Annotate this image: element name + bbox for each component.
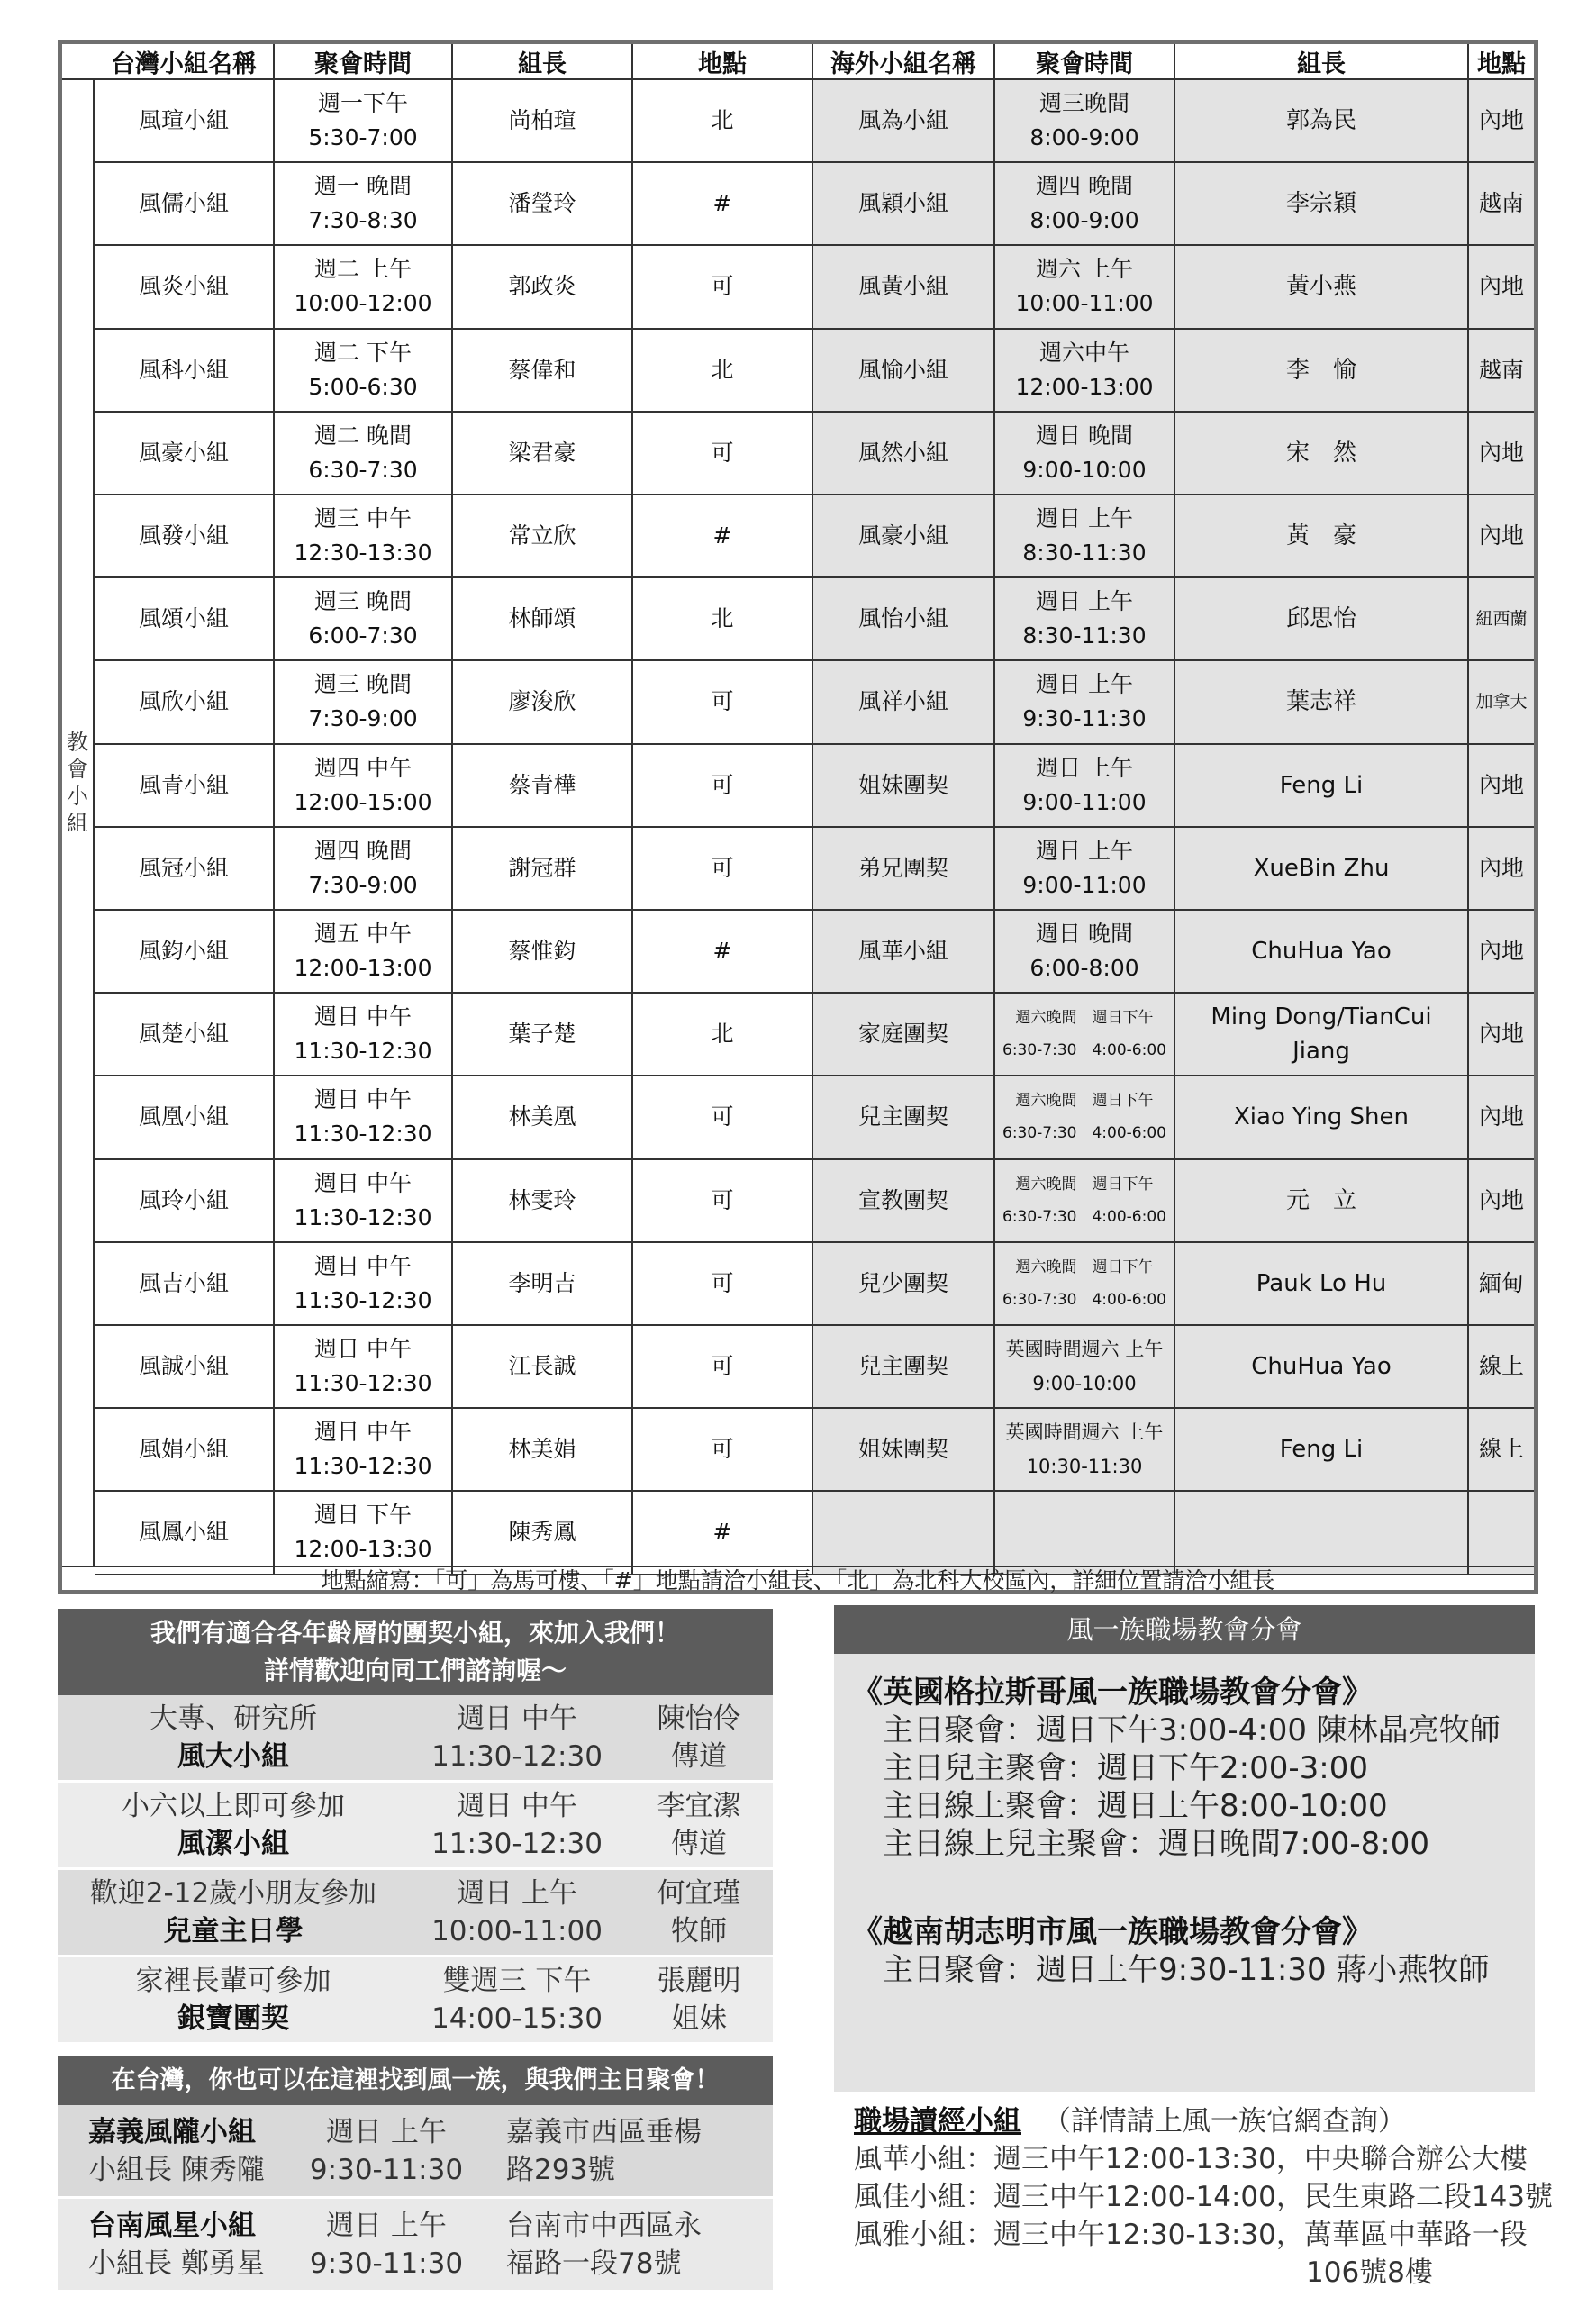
table-header-row: [62, 44, 1534, 80]
time-range: 5:30-7:00: [308, 124, 418, 151]
tw-location: 可: [633, 413, 813, 495]
table-row: [62, 828, 1534, 911]
time-day: 週二 上午: [314, 256, 412, 283]
tw-meeting-time: [275, 163, 453, 246]
group-time: 週日 中午 11:30-12:30: [431, 1702, 603, 1773]
tw-leader: 江長誠: [453, 1326, 633, 1409]
os-location: 內地: [1469, 413, 1534, 495]
header-tw-leader: 組長: [453, 44, 633, 78]
time-day: 週六晚間 週日下午: [1015, 1175, 1154, 1194]
os-meeting-time: [995, 80, 1175, 163]
tw-group-name: 風鳳小組: [95, 1492, 275, 1575]
table-row: [62, 1160, 1534, 1243]
os-leader: Pauk Lo Hu: [1175, 1243, 1469, 1326]
os-leader: 黃 豪: [1175, 495, 1469, 578]
time-range: 11:30-12:30: [294, 1453, 432, 1480]
tw-group-name: 風瑄小組: [95, 80, 275, 163]
time-range: 8:30-11:30: [1022, 540, 1147, 567]
time-day: 週六晚間 週日下午: [1015, 1009, 1154, 1028]
os-location: 內地: [1469, 1160, 1534, 1243]
groups-list: [58, 1695, 773, 2045]
os-location: [1469, 1492, 1534, 1575]
taiwan-group-address: 台南市中西區永 福路一段78號: [506, 2209, 702, 2280]
os-leader: Feng Li: [1175, 1409, 1469, 1492]
tw-leader: 潘瑩玲: [453, 163, 633, 246]
os-leader: 李宗穎: [1175, 163, 1469, 246]
os-location: 內地: [1469, 246, 1534, 329]
time-day: 週日 下午: [314, 1502, 412, 1529]
tw-meeting-time: [275, 1243, 453, 1326]
time-range: 10:00-12:00: [294, 290, 432, 317]
group-name: 風潔小組: [177, 1828, 289, 1860]
os-meeting-time: [995, 495, 1175, 578]
time-day: 週日 中午: [314, 1003, 412, 1030]
time-range: 7:30-9:00: [308, 705, 418, 732]
tw-group-name: 風凰小組: [95, 1076, 275, 1159]
table-row: [62, 1076, 1534, 1159]
table-row: [62, 413, 1534, 495]
time-day: 週四 中午: [314, 754, 412, 781]
tw-meeting-time: [275, 828, 453, 911]
tw-leader: 尚柏瑄: [453, 80, 633, 163]
time-range: 11:30-12:30: [294, 1370, 432, 1397]
time-range: 9:00-11:00: [1022, 788, 1147, 815]
group-schedule-table: [58, 40, 1538, 1594]
tw-location: 北: [633, 994, 813, 1076]
taiwan-box-title: 在台灣，你也可以在這裡找到風一族，與我們主日聚會！: [58, 2056, 773, 2105]
tw-meeting-time: [275, 1492, 453, 1575]
tw-location: 可: [633, 1243, 813, 1326]
os-group-name: 弟兄團契: [813, 828, 995, 911]
tw-meeting-time: [275, 246, 453, 329]
os-meeting-time: [995, 1409, 1175, 1492]
os-group-name: 風華小組: [813, 911, 995, 994]
header-tw-time: 聚會時間: [275, 44, 453, 78]
reading-line: 風佳小組：週三中午12:00-14:00，民生東路二段143號: [854, 2181, 1554, 2213]
tw-group-name: 風鈞小組: [95, 911, 275, 994]
time-day: 週二 晚間: [314, 422, 412, 449]
time-range: 11:30-12:30: [294, 1121, 432, 1148]
tw-location: #: [633, 911, 813, 994]
hcmc-line: 主日聚會：週日上午9:30-11:30 蔣小燕牧師: [883, 1952, 1490, 1988]
os-leader: ChuHua Yao: [1175, 911, 1469, 994]
group-list-item: [58, 1783, 773, 1870]
time-day: 週六 上午: [1036, 256, 1133, 283]
time-day: 週日 中午: [314, 1252, 412, 1279]
church-box-body: [834, 1654, 1535, 1989]
os-group-name: 風愉小組: [813, 330, 995, 413]
table-row: [62, 745, 1534, 828]
time-day: 週三晚間: [1038, 90, 1129, 117]
time-range: 11:30-12:30: [294, 1203, 432, 1230]
taiwan-group-item: [58, 2199, 773, 2292]
os-location: 越南: [1469, 163, 1534, 246]
os-leader: ChuHua Yao: [1175, 1326, 1469, 1409]
os-location: 內地: [1469, 495, 1534, 578]
tw-group-name: 風誠小組: [95, 1326, 275, 1409]
time-day: 週六晚間 週日下午: [1015, 1257, 1154, 1276]
tw-leader: 林美凰: [453, 1076, 633, 1159]
table-row: [62, 246, 1534, 329]
tw-group-name: 風頌小組: [95, 578, 275, 661]
os-leader: Feng Li: [1175, 745, 1469, 828]
time-range: 11:30-12:30: [294, 1038, 432, 1065]
os-leader: XueBin Zhu: [1175, 828, 1469, 911]
groups-box-title: 我們有適合各年齡層的團契小組，來加入我們！ 詳情歡迎向同工們諮詢喔～: [58, 1609, 773, 1695]
header-tw-name: 台灣小組名稱: [95, 44, 275, 78]
tw-leader: 葉子楚: [453, 994, 633, 1076]
group-time: 雙週三 下午 14:00-15:30: [431, 1965, 603, 2035]
tw-meeting-time: [275, 495, 453, 578]
os-group-name: 兒主團契: [813, 1076, 995, 1159]
tw-leader: 林師頌: [453, 578, 633, 661]
time-day: 週日 上午: [1036, 754, 1133, 781]
taiwan-group-name: 嘉義風隴小組 小組長 陳秀隴: [88, 2115, 265, 2186]
time-range: 9:00-11:00: [1022, 871, 1147, 898]
os-meeting-time: [995, 578, 1175, 661]
time-day: 週四 晚間: [314, 837, 412, 864]
tw-location: 可: [633, 828, 813, 911]
os-leader: 邱思怡: [1175, 578, 1469, 661]
reading-line: 風雅小組：週三中午12:30-13:30，萬華區中華路一段: [854, 2219, 1528, 2251]
glasgow-line: 主日聚會：週日下午3:00-4:00 陳林晶亮牧師: [883, 1712, 1501, 1748]
time-day: 週日 中午: [314, 1169, 412, 1196]
os-group-name: 姐妹團契: [813, 1409, 995, 1492]
tw-location: 可: [633, 1326, 813, 1409]
os-meeting-time: [995, 745, 1175, 828]
table-row: [62, 163, 1534, 246]
time-day: 週三 晚間: [314, 671, 412, 698]
table-row: [62, 578, 1534, 661]
time-range: 12:00-13:00: [294, 955, 432, 982]
time-range: 5:00-6:30: [308, 373, 418, 400]
glasgow-branch-title: 《英國格拉斯哥風一族職場教會分會》: [852, 1675, 1373, 1711]
table-row: [62, 1492, 1534, 1575]
time-range: 6:30-7:30 4:00-6:00: [1002, 1124, 1166, 1143]
group-desc: 歡迎2-12歲小朋友參加 兒童主日學: [58, 1870, 409, 1955]
os-meeting-time: [995, 413, 1175, 495]
time-range: 6:00-7:30: [308, 622, 418, 649]
time-range: 8:00-9:00: [1029, 207, 1139, 234]
table-row: [62, 330, 1534, 413]
tw-group-name: 風冠小組: [95, 828, 275, 911]
os-leader: 李 愉: [1175, 330, 1469, 413]
os-location: 加拿大: [1469, 661, 1534, 744]
time-range: 12:00-13:30: [294, 1536, 432, 1563]
os-group-name: 風穎小組: [813, 163, 995, 246]
time-range: 6:00-8:00: [1029, 955, 1139, 982]
tw-leader: 廖浚欣: [453, 661, 633, 744]
tw-leader: 陳秀鳳: [453, 1492, 633, 1575]
time-day: 週日 晚間: [1036, 422, 1133, 449]
tw-location: 北: [633, 578, 813, 661]
tw-location: 可: [633, 1409, 813, 1492]
group-contact: 張麗明 姐妹: [657, 1965, 741, 2035]
tw-meeting-time: [275, 413, 453, 495]
group-list-item: [58, 1870, 773, 1957]
time-day: 週日 中午: [314, 1336, 412, 1363]
header-tw-location: 地點: [633, 44, 813, 78]
os-location: 紐西蘭: [1469, 578, 1534, 661]
reading-line: 風華小組：週三中午12:00-13:30，中央聯合辦公大樓: [854, 2143, 1528, 2175]
os-meeting-time: [995, 1243, 1175, 1326]
time-day: 英國時間週六 上午: [1005, 1421, 1164, 1444]
tw-meeting-time: [275, 994, 453, 1076]
time-day: 週一下午: [317, 90, 408, 117]
table-row: [62, 80, 1534, 163]
group-name: 銀寶團契: [177, 2002, 289, 2035]
os-group-name: 風豪小組: [813, 495, 995, 578]
os-location: 內地: [1469, 745, 1534, 828]
time-range: 10:30-11:30: [1026, 1456, 1143, 1478]
tw-meeting-time: [275, 80, 453, 163]
os-group-name: 宣教團契: [813, 1160, 995, 1243]
os-leader: 黃小燕: [1175, 246, 1469, 329]
table-row: [62, 911, 1534, 994]
os-leader: 郭為民: [1175, 80, 1469, 163]
time-day: 週一 晚間: [314, 173, 412, 200]
tw-meeting-time: [275, 578, 453, 661]
workplace-bible-reading: [854, 2102, 1583, 2292]
os-group-name: 風然小組: [813, 413, 995, 495]
os-meeting-time: [995, 163, 1175, 246]
header-os-name: 海外小組名稱: [813, 44, 995, 78]
time-day: 週日 上午: [1036, 505, 1133, 532]
tw-location: #: [633, 1492, 813, 1575]
tw-leader: 蔡偉和: [453, 330, 633, 413]
tw-leader: 常立欣: [453, 495, 633, 578]
table-row: [62, 1409, 1534, 1492]
group-contact: 何宜瑾 牧師: [657, 1877, 741, 1947]
taiwan-group-item: [58, 2105, 773, 2199]
tw-meeting-time: [275, 1160, 453, 1243]
os-location: 內地: [1469, 911, 1534, 994]
church-box-title: 風一族職場教會分會: [834, 1605, 1535, 1654]
os-meeting-time: [995, 1160, 1175, 1243]
group-time: 週日 上午 10:00-11:00: [431, 1877, 603, 1947]
tw-group-name: 風玲小組: [95, 1160, 275, 1243]
os-group-name: 風祥小組: [813, 661, 995, 744]
tw-group-name: 風豪小組: [95, 413, 275, 495]
tw-leader: 蔡青樺: [453, 745, 633, 828]
time-range: 6:30-7:30 4:00-6:00: [1002, 1207, 1166, 1226]
group-contact: 陳怡伶 傳道: [657, 1702, 741, 1773]
os-group-name: 風怡小組: [813, 578, 995, 661]
tw-location: 可: [633, 246, 813, 329]
time-range: 6:30-7:30 4:00-6:00: [1002, 1290, 1166, 1309]
os-location: 線上: [1469, 1326, 1534, 1409]
os-location: 線上: [1469, 1409, 1534, 1492]
group-list-item: [58, 1695, 773, 1783]
os-location: 越南: [1469, 330, 1534, 413]
tw-location: 可: [633, 1076, 813, 1159]
os-leader: Xiao Ying Shen: [1175, 1076, 1469, 1159]
tw-group-name: 風儒小組: [95, 163, 275, 246]
table-row: [62, 661, 1534, 744]
os-group-name: 兒少團契: [813, 1243, 995, 1326]
tw-location: 北: [633, 330, 813, 413]
group-contact: 李宜潔 傳道: [657, 1790, 741, 1860]
taiwan-group-address: 嘉義市西區垂楊 路293號: [506, 2115, 702, 2186]
tw-group-name: 風娟小組: [95, 1409, 275, 1492]
time-day: 週日 中午: [314, 1086, 412, 1113]
tw-meeting-time: [275, 745, 453, 828]
tw-group-name: 風科小組: [95, 330, 275, 413]
tw-group-name: 風欣小組: [95, 661, 275, 744]
table-row: [62, 1243, 1534, 1326]
group-time: 週日 中午 11:30-12:30: [431, 1790, 603, 1860]
os-group-name: 家庭團契: [813, 994, 995, 1076]
header-os-leader: 組長: [1175, 44, 1469, 78]
os-location: 內地: [1469, 994, 1534, 1076]
time-day: 週日 晚間: [1036, 921, 1133, 948]
tw-meeting-time: [275, 330, 453, 413]
tw-leader: 謝冠群: [453, 828, 633, 911]
group-desc: 家裡長輩可參加 銀寶團契: [58, 1957, 409, 2042]
time-day: 週日 上午: [1036, 837, 1133, 864]
os-meeting-time: [995, 661, 1175, 744]
time-range: 8:00-9:00: [1029, 124, 1139, 151]
header-os-time: 聚會時間: [995, 44, 1175, 78]
time-day: 週三 中午: [314, 505, 412, 532]
os-leader: 元 立: [1175, 1160, 1469, 1243]
tw-group-name: 風楚小組: [95, 994, 275, 1076]
time-day: 週六晚間 週日下午: [1015, 1092, 1154, 1111]
time-day: 週六中午: [1038, 339, 1129, 366]
tw-leader: 林美娟: [453, 1409, 633, 1492]
reading-line-tail: 106號8樓: [1306, 2256, 1433, 2289]
taiwan-group-time: 週日 上午 9:30-11:30: [309, 2115, 464, 2186]
time-day: 週五 中午: [314, 921, 412, 948]
tw-location: #: [633, 163, 813, 246]
os-meeting-time: [995, 246, 1175, 329]
table-row: [62, 994, 1534, 1076]
os-meeting-time: [995, 1076, 1175, 1159]
tw-location: 北: [633, 80, 813, 163]
time-range: 7:30-9:00: [308, 871, 418, 898]
os-meeting-time: [995, 911, 1175, 994]
tw-leader: 梁君豪: [453, 413, 633, 495]
os-location: 內地: [1469, 1076, 1534, 1159]
os-meeting-time: [995, 1492, 1175, 1575]
os-group-name: 風為小組: [813, 80, 995, 163]
tw-location: 可: [633, 661, 813, 744]
header-os-location: 地點: [1477, 50, 1526, 78]
taiwan-group-time: 週日 上午 9:30-11:30: [309, 2209, 464, 2280]
time-range: 7:30-8:30: [308, 207, 418, 234]
os-leader: 葉志祥: [1175, 661, 1469, 744]
time-day: 週日 中午: [314, 1419, 412, 1446]
tw-location: 可: [633, 745, 813, 828]
time-range: 12:00-15:00: [294, 788, 432, 815]
tw-leader: 蔡惟鈞: [453, 911, 633, 994]
time-range: 11:30-12:30: [294, 1286, 432, 1313]
tw-meeting-time: [275, 1076, 453, 1159]
time-range: 12:30-13:30: [294, 540, 432, 567]
os-location: 緬甸: [1469, 1243, 1534, 1326]
group-name: 兒童主日學: [163, 1915, 304, 1947]
group-name: 風大小組: [177, 1740, 289, 1773]
os-group-name: 風黃小組: [813, 246, 995, 329]
reading-note: （詳情請上風一族官網查詢）: [1042, 2105, 1406, 2138]
time-range: 9:30-11:30: [1022, 705, 1147, 732]
time-day: 週日 上午: [1036, 671, 1133, 698]
os-meeting-time: [995, 828, 1175, 911]
tw-leader: 李明吉: [453, 1243, 633, 1326]
time-range: 9:00-10:00: [1032, 1373, 1137, 1395]
glasgow-line: 主日線上聚會：週日上午8:00-10:00: [883, 1788, 1388, 1824]
os-meeting-time: [995, 994, 1175, 1076]
time-range: 10:00-11:00: [1015, 290, 1154, 317]
table-row: [62, 495, 1534, 578]
time-range: 6:30-7:30: [308, 456, 418, 483]
time-day: 英國時間週六 上午: [1005, 1339, 1164, 1361]
tw-meeting-time: [275, 911, 453, 994]
time-day: 週四 晚間: [1036, 173, 1133, 200]
group-list-item: [58, 1957, 773, 2045]
time-range: 12:00-13:00: [1015, 373, 1154, 400]
tw-group-name: 風炎小組: [95, 246, 275, 329]
location-footnote: 地點縮寫：「可」為馬可樓、「#」地點請洽小組長、「北」為北科大校區內，詳細位置請洽小組長: [62, 1566, 1534, 1594]
table-row: [62, 1326, 1534, 1409]
group-desc: 大專、研究所 風大小組: [58, 1695, 409, 1780]
tw-group-name: 風青小組: [95, 745, 275, 828]
time-range: 9:00-10:00: [1022, 456, 1147, 483]
taiwan-group-name: 台南風星小組 小組長 鄭勇星: [88, 2209, 265, 2280]
os-group-name: 兒主團契: [813, 1326, 995, 1409]
time-day: 週二 下午: [314, 339, 412, 366]
side-label-church-groups: 教 會 小 組: [67, 730, 88, 836]
tw-leader: 林雯玲: [453, 1160, 633, 1243]
os-leader: 宋 然: [1175, 413, 1469, 495]
tw-leader: 郭政炎: [453, 246, 633, 329]
os-group-name: [813, 1492, 995, 1575]
taiwan-groups-box: [58, 2056, 773, 2292]
glasgow-line: 主日線上兒主聚會：週日晚間7:00-8:00: [883, 1826, 1429, 1862]
reading-title: 職場讀經小組: [854, 2105, 1021, 2138]
group-desc: 小六以上即可參加 風潔小組: [58, 1783, 409, 1867]
time-range: 8:30-11:30: [1022, 622, 1147, 649]
time-day: 週日 上午: [1036, 588, 1133, 615]
os-leader: [1175, 1492, 1469, 1575]
os-location: 內地: [1469, 828, 1534, 911]
reading-title-line: [854, 2102, 1583, 2140]
hcmc-branch-title: 《越南胡志明市風一族職場教會分會》: [852, 1914, 1373, 1950]
tw-meeting-time: [275, 661, 453, 744]
tw-location: 可: [633, 1160, 813, 1243]
taiwan-groups-list: [58, 2105, 773, 2292]
os-meeting-time: [995, 330, 1175, 413]
os-location: 內地: [1469, 80, 1534, 163]
tw-group-name: 風吉小組: [95, 1243, 275, 1326]
os-group-name: 姐妹團契: [813, 745, 995, 828]
os-leader: Ming Dong/TianCui Jiang: [1175, 994, 1469, 1076]
os-meeting-time: [995, 1326, 1175, 1409]
workplace-church-box: [834, 1605, 1535, 2092]
tw-meeting-time: [275, 1409, 453, 1492]
time-range: 6:30-7:30 4:00-6:00: [1002, 1041, 1166, 1060]
time-day: 週三 晚間: [314, 588, 412, 615]
tw-location: #: [633, 495, 813, 578]
tw-group-name: 風發小組: [95, 495, 275, 578]
glasgow-line: 主日兒主聚會：週日下午2:00-3:00: [883, 1750, 1368, 1786]
tw-meeting-time: [275, 1326, 453, 1409]
fellowship-groups-box: [58, 1609, 773, 2045]
